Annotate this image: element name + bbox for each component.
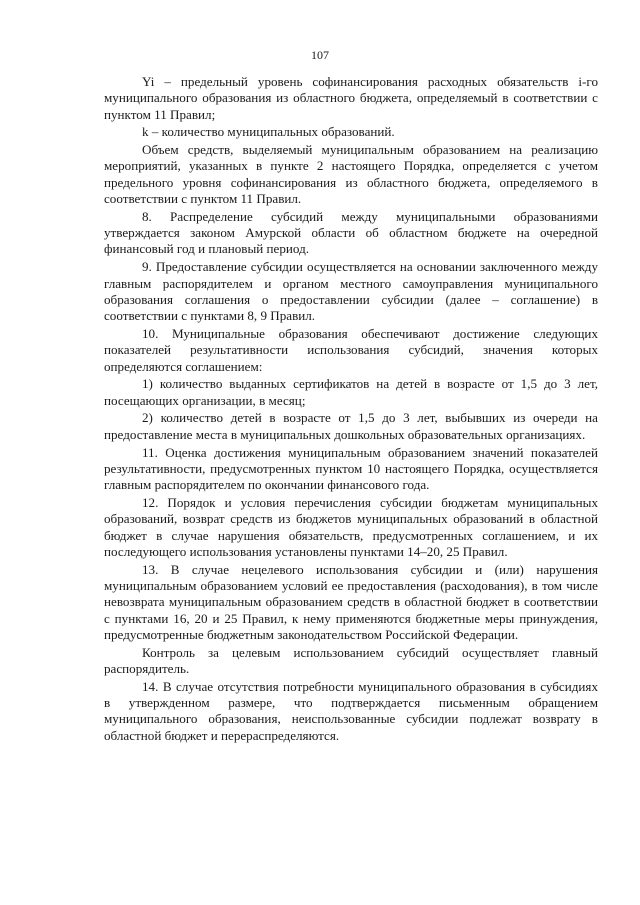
document-body: [104, 74, 598, 745]
paragraph-item-10-sub-1: 1) количество выданных сертификатов на детей в возрасте от 1,5 до 3 лет, посещающих организации, в месяц;: [104, 376, 598, 408]
paragraph-yi-definition: Yi – предельный уровень софинансирования расходных обязательств i-го муниципального образования из областного бюджета, определяемый в соответствии с пунктом 11 Правил;: [104, 74, 598, 122]
paragraph-item-11: 11. Оценка достижения муниципальным образованием значений показателей результативности, предусмотренных пунктом 10 настоящего Порядка, осуществляется главным распорядителем по окончании финансового года.: [104, 444, 598, 493]
paragraph-item-10-sub-2: 2) количество детей в возрасте от 1,5 до 3 лет, выбывших из очереди на предоставление места в муниципальных дошкольных образовательных организациях.: [104, 410, 598, 442]
paragraph-control: Контроль за целевым использованием субсидий осуществляет главный распорядитель.: [104, 644, 598, 676]
paragraph-item-13: 13. В случае нецелевого использования субсидии и (или) нарушения муниципальным образованием условий ее предоставления (расходования), в том числе невозврата муниципальным образованием средств в областной бюджет в соответствии с пунктами 16, 20 и 25 Правил, к нему применяются бюджетные меры принуждения, предусмотренные бюджетным законодательством Российской Федерации.: [104, 561, 598, 642]
paragraph-item-12: 12. Порядок и условия перечисления субсидии бюджетам муниципальных образований, возврат средств из бюджетов муниципальных образований в областной бюджет в случае нарушения обязательств, предусмотренных соглашением, и их последующего использования установлены пунктами 14–20, 25 Правил.: [104, 494, 598, 559]
paragraph-item-8: 8. Распределение субсидий между муниципальными образованиями утверждается законом Амурской области об областном бюджете на очередной финансовый год и плановый период.: [104, 208, 598, 257]
paragraph-item-10: 10. Муниципальные образования обеспечивают достижение следующих показателей результативности использования субсидий, значения которых определяются соглашением:: [104, 325, 598, 374]
paragraph-item-9: 9. Предоставление субсидии осуществляется на основании заключенного между главным распорядителем и органом местного самоуправления муниципального образования соглашения о предоставлении субсидии (далее – соглашение) в соответствии с пунктами 8, 9 Правил.: [104, 259, 598, 324]
paragraph-k-definition: k – количество муниципальных образований.: [142, 124, 395, 140]
paragraph-item-14: 14. В случае отсутствия потребности муниципального образования в субсидиях в утвержденном размере, что подтверждается письменным обращением муниципального образования, неиспользованные субсидии подлежат возврату в областной бюджет и перераспределяются.: [104, 678, 598, 743]
paragraph-funding-volume: Объем средств, выделяемый муниципальным образованием на реализацию мероприятий, указанных в пункте 2 настоящего Порядка, определяется с учетом предельного уровня софинансирования из областного бюджета, определяемого в соответствии с пунктом 11 Правил.: [104, 142, 598, 207]
page-number: 107: [311, 48, 329, 62]
